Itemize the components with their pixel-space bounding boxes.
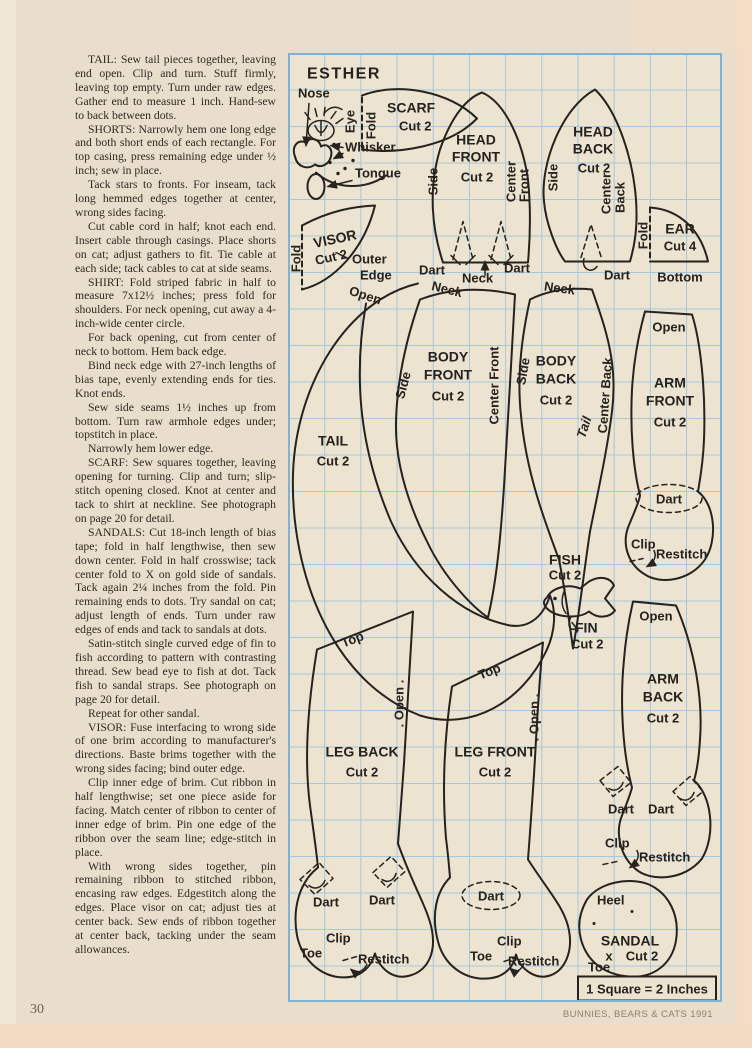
eye-drawing — [305, 108, 343, 141]
arm-back-open-label: Open — [639, 608, 673, 624]
sandal-x-mark: x — [605, 948, 613, 964]
leg-back-toe-label: Toe — [300, 945, 323, 961]
leg-front-top-label: Top — [475, 660, 503, 683]
head-front-dart-right — [491, 222, 511, 260]
instruction-paragraph: Sew side seams 1½ inches up from bottom. Turn raw armhole edges under; topstitch in place. — [75, 400, 276, 442]
cat-face-illustration — [294, 86, 401, 200]
body-back-side-label: Side — [513, 356, 533, 387]
leg-back-dart-left-label: Dart — [312, 894, 340, 910]
tail-label: TAIL — [317, 432, 349, 449]
arm-back-dart-right — [673, 777, 703, 806]
piece-ear — [635, 208, 708, 285]
arm-back-cut-label: Cut 2 — [646, 710, 680, 726]
body-back-outline — [519, 289, 616, 649]
head-back-label-1: HEAD — [573, 123, 613, 140]
head-back-label-2: BACK — [572, 140, 614, 157]
arm-front-clip-slit — [630, 559, 643, 562]
visor-fold-label: Fold — [288, 244, 304, 273]
pattern-title: ESTHER — [307, 65, 381, 83]
head-front-neck-label: Neck — [462, 270, 494, 286]
instruction-paragraph: SHORTS: Narrowly hem one long edge and both short ends of each rectangle. For top casing, press remaining edge under ½ inch; sew in place. — [75, 122, 276, 178]
page-number: 30 — [30, 1002, 44, 1017]
head-front-dart-right-label: Dart — [504, 260, 531, 276]
sandal-dot — [593, 922, 596, 925]
page-corner-shade — [632, 0, 752, 50]
sandal-toe-label: Toe — [588, 959, 611, 975]
arm-back-dart-left-mark — [609, 783, 623, 791]
scarf-cut-label: Cut 2 — [399, 118, 432, 134]
instruction-paragraph: Clip inner edge of brim. Cut ribbon in half lengthwise; set one piece aside for facing. Match center of ribbon to center of inner edge of brim. Pin one edge of the ribbon over the seam line; edge-stitch in place. — [75, 776, 276, 859]
body-front-neck-label: Neck — [430, 278, 464, 301]
instruction-paragraph: SHIRT: Fold striped fabric in half to measure 7x12½ inches; press fold for shoulders. For neck opening, cut away a 4-inch-wide center circle. — [75, 275, 276, 331]
arm-front-restitch-label: Restitch — [656, 546, 708, 562]
arm-back-dart-left-label: Dart — [607, 801, 635, 817]
piece-head-back — [544, 90, 637, 283]
body-back-center-label: Center Back — [594, 357, 616, 434]
ear-label: EAR — [665, 220, 695, 237]
piece-arm-front — [626, 312, 713, 580]
arm-back-clip-label: Clip — [605, 835, 630, 851]
leg-back-open-label: . Open . — [391, 679, 407, 728]
leg-back-restitch-label: Restitch — [358, 951, 410, 967]
ear-cut-label: Cut 4 — [663, 238, 697, 254]
instruction-paragraph: Bind neck edge with 27-inch lengths of bias tape, evenly extending ends for ties. Knot ends. — [75, 358, 276, 400]
leg-back-clip-label: Clip — [326, 930, 351, 946]
leg-back-dart-left — [300, 863, 333, 895]
whisker-label: Whisker — [345, 139, 396, 155]
leg-front-open-label: . Open . — [526, 693, 542, 742]
body-back-tail-label: Tail — [573, 414, 595, 440]
arm-front-dart-label: Dart — [655, 491, 683, 507]
head-front-center-label-2: Front — [516, 168, 532, 203]
head-front-dart-left-label: Dart — [419, 262, 446, 278]
piece-leg-front — [435, 643, 570, 979]
head-front-cut-label: Cut 2 — [460, 169, 494, 185]
pattern-grid — [288, 53, 722, 1002]
fin-label: FIN — [575, 619, 598, 636]
leg-back-dart-left-mark — [309, 881, 325, 888]
arm-front-clip-label: Clip — [631, 536, 656, 552]
head-back-dart-label: Dart — [604, 267, 631, 283]
head-back-side-label: Side — [545, 163, 561, 192]
sandal-cut-label: Cut 2 — [625, 948, 659, 964]
leg-back-label: LEG BACK — [325, 743, 399, 760]
arm-front-label-2: FRONT — [645, 392, 695, 409]
page-left-margin — [0, 0, 16, 1048]
tail-cut-label: Cut 2 — [316, 453, 350, 469]
piece-visor — [288, 206, 391, 290]
fish-label: FISH — [549, 551, 581, 568]
pattern-drawing — [288, 53, 722, 1002]
leg-back-dart-right — [373, 857, 405, 888]
head-back-cut-label: Cut 2 — [577, 160, 611, 176]
instruction-paragraph: SANDALS: Cut 18-inch length of bias tape; fold in half lengthwise, then sew down center. Fold in half crosswise; tack center fold to X on gold side of sandals. Tack again 2¼ inches from the fold. Pin remaining ends to dots. Try sandal on cat; adjust length of ends. Turn under raw edges of ends and tack to sandals at dots. — [75, 525, 276, 637]
head-back-center-label-1: Center — [598, 172, 614, 215]
leg-back-top-label: Top — [339, 628, 366, 651]
leg-front-dart-label: Dart — [477, 888, 505, 904]
page-right-edge — [737, 0, 752, 1048]
scarf-label: SCARF — [387, 99, 436, 116]
page-bottom-edge — [0, 1024, 752, 1048]
leg-back-dart-right-label: Dart — [368, 892, 396, 908]
leg-front-label: LEG FRONT — [454, 743, 536, 760]
ear-fold-label: Fold — [635, 221, 651, 250]
body-front-side-label: Side — [392, 370, 414, 401]
instruction-paragraph: Cut cable cord in half; knot each end. Insert cable through casings. Place shorts on cat; adjust gathers to fit. Tie cable at each side; tack cables to cat at side seams. — [75, 219, 276, 275]
outer-edge-label-2: Edge — [360, 267, 392, 283]
arm-front-open-label: Open — [652, 319, 686, 335]
instruction-paragraph: Satin-stitch single curved edge of fin to fish according to pattern with contrasting thread. Sew bead eye to fish at dot. Tack fish to sandal straps. See photograph on page 20 for detail. — [75, 637, 276, 706]
ear-bottom-label: Bottom — [657, 269, 703, 285]
head-front-dart-left — [453, 222, 473, 260]
scarf-fold-label: Fold — [363, 111, 379, 140]
scale-box — [578, 977, 716, 1001]
leg-front-cut-label: Cut 2 — [478, 764, 512, 780]
head-front-label-2: FRONT — [451, 148, 501, 165]
arm-back-outline — [619, 602, 711, 878]
leg-back-dart-right-mark — [382, 874, 396, 882]
head-back-center-label-2: Back — [612, 181, 628, 214]
piece-tail — [293, 283, 554, 720]
arm-back-clip-slit — [603, 862, 617, 865]
arm-back-dart-right-label: Dart — [647, 801, 675, 817]
arm-back-label-2: BACK — [642, 688, 684, 705]
leg-front-outline — [435, 643, 570, 979]
body-back-label-1: BODY — [535, 352, 577, 369]
body-back-cut-label: Cut 2 — [539, 392, 573, 408]
eye-label: Eye — [342, 109, 358, 134]
outer-edge-label-1: Outer — [352, 251, 387, 267]
leg-front-toe-label: Toe — [470, 948, 493, 964]
instructions-column — [75, 53, 276, 1005]
nose-outline — [294, 139, 332, 167]
instruction-paragraph: Tack stars to fronts. For inseam, tack long hemmed edges together at center, wrong sides facing. — [75, 178, 276, 219]
whisker-arrow — [331, 146, 343, 148]
visor-cut-label: Cut 2 — [313, 246, 349, 268]
footer-book-title: BUNNIES, BEARS & CATS 1991 — [562, 1009, 713, 1020]
body-front-label-2: FRONT — [423, 366, 473, 383]
arm-front-cut-label: Cut 2 — [653, 414, 687, 430]
piece-sandal — [579, 881, 677, 977]
piece-arm-back — [600, 602, 710, 878]
body-back-label-2: BACK — [535, 370, 577, 387]
fin-cut-label: Cut 2 — [571, 636, 604, 652]
instruction-paragraph: For back opening, cut from center of neck to bottom. Hem back edge. — [75, 331, 276, 359]
body-front-cut-label: Cut 2 — [431, 388, 465, 404]
leg-back-clip-slit — [343, 957, 357, 961]
instruction-paragraph: Narrowly hem lower edge. — [88, 442, 214, 456]
instruction-paragraph: TAIL: Sew tail pieces together, leaving end open. Clip and turn. Stuff firmly, leaving top empty. Turn under raw edges. Gather end to measure 1 inch. Hand-sew to back between dots. — [75, 53, 276, 122]
arm-back-dart-right-mark — [680, 793, 694, 801]
arm-back-restitch-label: Restitch — [639, 849, 691, 865]
fish-eye-dot — [553, 597, 557, 601]
instruction-paragraph: With wrong sides together, pin remaining ribbon to stitched ribbon, encasing raw edges. Edgestitch along the edges. Place visor on cat; adjust ties at center back. Sew ends of ribbon together at center back, tacking under the seam allowances. — [75, 859, 276, 956]
instruction-paragraph: SCARF: Sew squares together, leaving opening for turning. Clip and turn; slip-stitch opening closed. Knot at center and tack to shirt at neckline. See photograph on page 20 for detail. — [75, 456, 276, 525]
sandal-label: SANDAL — [600, 932, 660, 949]
leg-front-clip-label: Clip — [497, 933, 522, 949]
piece-leg-back — [296, 612, 433, 978]
leg-back-cut-label: Cut 2 — [345, 764, 379, 780]
leg-back-outline — [296, 612, 433, 978]
head-front-center-label-1: Center — [503, 160, 519, 203]
head-front-label-1: HEAD — [456, 131, 496, 148]
visor-label: VISOR — [311, 226, 358, 251]
arm-back-dart-left — [600, 767, 631, 797]
scale-note: 1 Square = 2 Inches — [586, 981, 708, 997]
body-front-outline — [396, 290, 515, 618]
tongue-label: Tongue — [355, 165, 401, 181]
tail-open-label: Open — [347, 282, 384, 308]
nose-label: Nose — [298, 85, 330, 101]
head-front-side-label: Side — [425, 167, 441, 196]
sandal-heel-label: Heel — [597, 892, 625, 908]
head-back-dart-hook — [583, 259, 597, 271]
arm-back-label-1: ARM — [647, 670, 679, 687]
eyebrow-line — [324, 107, 342, 113]
tail-outline-outer — [293, 284, 554, 720]
instruction-paragraph: Repeat for other sandal. — [88, 706, 200, 720]
fish-cut-label: Cut 2 — [548, 567, 582, 583]
body-back-neck-label: Neck — [543, 278, 577, 298]
body-front-center-label: Center Front — [486, 346, 502, 425]
body-front-label-1: BODY — [427, 348, 469, 365]
instruction-paragraph: VISOR: Fuse interfacing to wrong side of one brim according to manufacturer's directions. Baste brims together with the wrong sides facing; bind outer edge. — [75, 720, 276, 776]
arm-front-label-1: ARM — [654, 374, 686, 391]
sandal-dot — [631, 910, 634, 913]
piece-body-front — [392, 278, 515, 617]
leg-front-restitch-label: Restitch — [508, 953, 560, 969]
head-back-dart — [581, 225, 601, 258]
arm-front-restitch-arrow — [647, 551, 655, 567]
tongue-outline — [308, 174, 325, 199]
